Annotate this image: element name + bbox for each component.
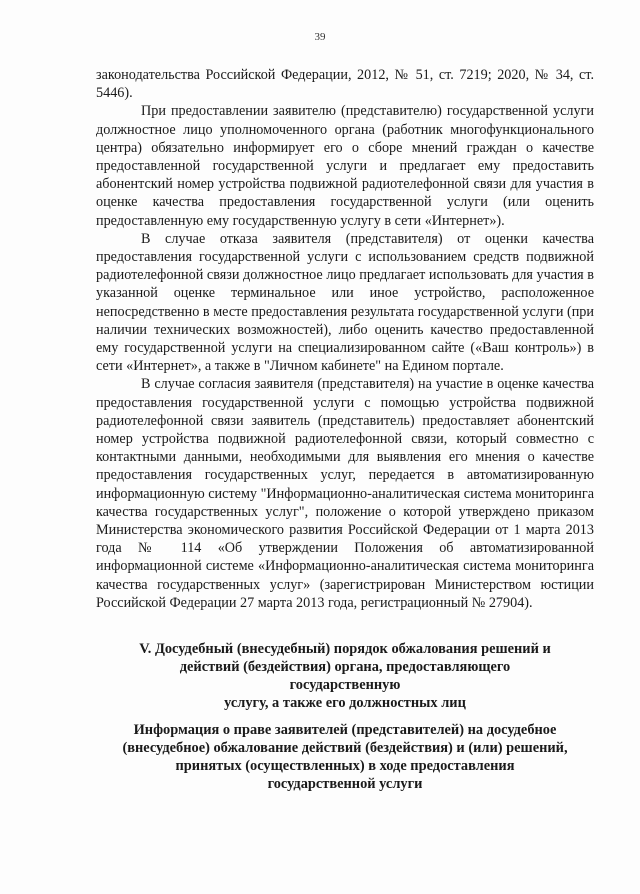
section-heading-line: действий (бездействия) органа, предоставляющего — [179, 659, 511, 675]
section-heading-line: государственную — [289, 677, 401, 693]
section-heading-line: V. Досудебный (внесудебный) порядок обжалования решений и — [139, 641, 551, 657]
subsection-heading-line: Информация о праве заявителей (представителей) на досудебное — [133, 722, 557, 738]
body-text — [96, 66, 594, 612]
page-number: 39 — [314, 31, 326, 43]
subsection-heading-line: государственной услуги — [267, 776, 423, 792]
section-heading-line: услугу, а также его должностных лиц — [224, 695, 466, 711]
paragraph-refusal: В случае отказа заявителя (представителя) от оценки качества предоставления государственной услуги с использованием средств подвижной радиотелефонной связи должностное лицо предлагает использовать для участия в указанной оценке терминальное или иное устройство, расположенное непосредственно в месте предоставления результата государственной услуги (при наличии технических возможностей), либо оценить качество предоставленной ему государственной услуги на специализированном сайте («Ваш контроль») в сети «Интернет», а также в "Личном кабинете" на Едином портале. — [96, 230, 594, 375]
subsection-heading-line: (внесудебное) обжалование действий (бездействия) и (или) решений, — [122, 740, 568, 756]
subsection-heading-line: принятых (осуществленных) в ходе предоставления — [175, 758, 515, 774]
section-heading — [96, 640, 594, 712]
paragraph-continuation: законодательства Российской Федерации, 2012, № 51, ст. 7219; 2020, № 34, ст. 5446). — [96, 67, 594, 102]
subsection-heading — [96, 721, 594, 793]
paragraph-consent: В случае согласия заявителя (представителя) на участие в оценке качества предоставления государственной услуги с помощью устройства подвижной радиотелефонной связи заявитель (представитель) предоставляет абонентский номер устройства подвижной радиотелефонной связи, который совместно с контактными данными, необходимыми для выявления его мнения о качестве предоставления государственных услуг, передается в автоматизированную информационную систему "Информационно-аналитическая система мониторинга качества государственных услуг", положение о которой утверждено приказом Министерства экономического развития Российской Федерации от 1 марта 2013 года № 114 «Об утверждении Положения об автоматизированной информационной системе «Информационно-аналитическая система мониторинга качества государственных услуг» (зарегистрирован Министерством юстиции Российской Федерации 27 марта 2013 года, регистрационный № 27904). — [96, 376, 594, 611]
paragraph-informing: При предоставлении заявителю (представителю) государственной услуги должностное лицо уполномоченного органа (работник многофункционального центра) обязательно информирует его о сборе мнений граждан о качестве предоставленной государственной услуги и предлагает ему предоставить абонентский номер устройства подвижной радиотелефонной связи для участия в оценке качества предоставления государственной услуги (или оценить предоставленную ему государственную услугу в сети «Интернет»). — [96, 103, 594, 229]
